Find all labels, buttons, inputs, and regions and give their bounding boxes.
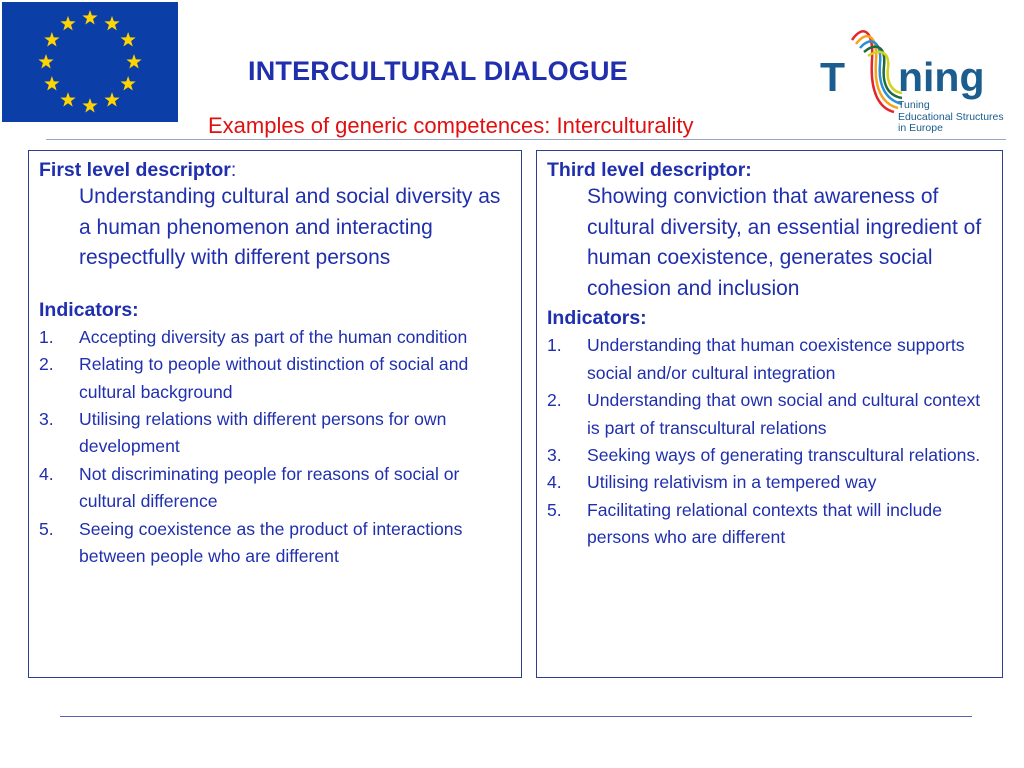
star-icon <box>126 54 141 68</box>
descriptor-text: Understanding cultural and social diversity as a human phenomenon and interacting respectfully with different persons <box>79 185 501 270</box>
star-icon <box>82 10 97 24</box>
descriptor-heading: Third level descriptor: <box>547 159 752 181</box>
indicators-list <box>39 324 511 571</box>
list-item: 5. Seeing coexistence as the product of interactions between people who are different <box>39 518 463 567</box>
star-icon <box>44 76 59 90</box>
star-icon <box>82 98 97 112</box>
descriptor-text: Showing conviction that awareness of cultural diversity, an essential ingredient of human coexistence, generates social cohesion and inclusion <box>587 185 982 300</box>
list-item: 2. Understanding that own social and cultural context is part of transcultural relations <box>547 390 981 438</box>
page-subtitle: Examples of generic competences: Interculturality <box>208 113 694 138</box>
list-item: 1. Understanding that human coexistence supports social and/or cultural integration <box>547 335 965 383</box>
descriptor-heading: First level descriptor: <box>39 159 237 181</box>
tuning-tagline-line: Educational Structures <box>898 110 1004 123</box>
tuning-swirl-icon <box>844 20 904 120</box>
list-item: 4. Not discriminating people for reasons of social or cultural difference <box>39 463 460 512</box>
tuning-tagline-line: Tuning <box>898 99 930 111</box>
list-item: 2. Relating to people without distinction of social and cultural background <box>39 354 469 402</box>
page-title: INTERCULTURAL DIALOGUE <box>248 56 628 86</box>
tuning-logo-suffix: ning <box>898 54 985 100</box>
tuning-logo-prefix: T <box>820 54 846 100</box>
indicators-list <box>547 332 992 551</box>
eu-stars-icon <box>2 2 178 122</box>
tuning-logo <box>818 18 1018 140</box>
list-item: 3. Seeking ways of generating transcultural relations. <box>547 445 981 465</box>
list-item: 4. Utilising relativism in a tempered way <box>547 472 877 493</box>
star-icon <box>104 92 119 106</box>
list-item: 1. Accepting diversity as part of the human condition <box>39 326 468 347</box>
eu-flag-logo <box>2 2 178 122</box>
indicators-heading: Indicators: <box>39 298 139 321</box>
footer-divider <box>60 716 972 717</box>
star-icon <box>104 16 119 30</box>
star-icon <box>121 32 136 46</box>
star-icon <box>60 92 75 106</box>
star-icon <box>121 76 136 90</box>
header-divider <box>46 139 1006 140</box>
third-level-panel <box>536 150 1003 678</box>
star-icon <box>60 16 75 30</box>
tuning-tagline <box>898 100 1004 135</box>
indicators-heading: Indicators: <box>547 307 647 330</box>
list-item: 3. Utilising relations with different persons for own development <box>39 409 447 457</box>
first-level-panel <box>28 150 522 678</box>
star-icon <box>44 32 59 46</box>
tuning-tagline-line: in Europe <box>898 122 943 134</box>
star-icon <box>38 54 53 68</box>
list-item: 5. Facilitating relational contexts that will include persons who are different <box>547 499 942 548</box>
